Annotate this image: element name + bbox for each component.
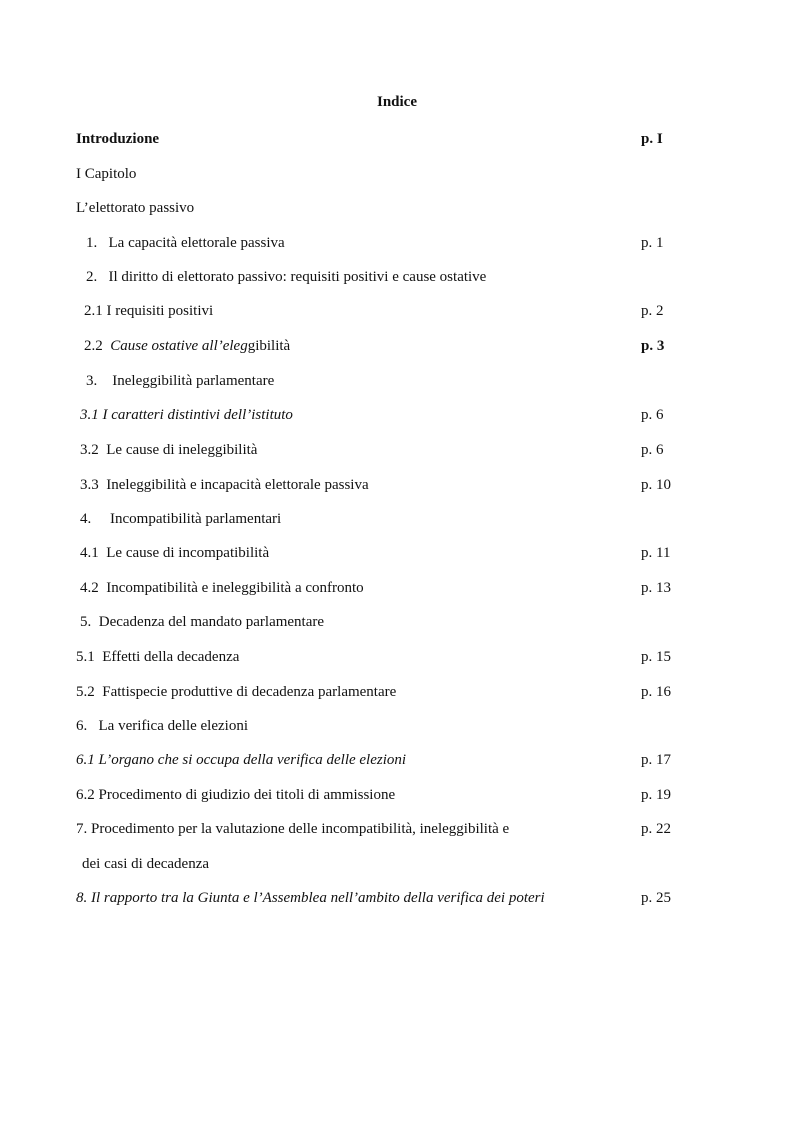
toc-entry-3	[0, 370, 794, 392]
toc-entry-introduzione	[0, 128, 794, 150]
toc-entry-text: 8. Il rapporto tra la Giunta e l’Assemblea nell’ambito della verifica dei poteri	[76, 890, 545, 906]
toc-entry-page: p. 25	[641, 890, 671, 906]
toc-entry-2-1	[0, 300, 794, 322]
toc-entry-text: 3. Ineleggibilità parlamentare	[86, 373, 275, 389]
toc-entry-4	[0, 508, 794, 530]
toc-entry-2	[0, 266, 794, 288]
toc-entry-page: p. 19	[641, 787, 671, 803]
toc-entry-7	[0, 818, 794, 840]
toc-entry-text: 7. Procedimento per la valutazione delle incompatibilità, ineleggibilità e	[76, 821, 510, 837]
toc-entry-page: p. 10	[641, 477, 671, 493]
toc-entry-4-1	[0, 542, 794, 564]
toc-entry-page: p. I	[641, 131, 663, 147]
toc-entry-3-3	[0, 474, 794, 496]
toc-entry-chapter-label	[0, 163, 794, 185]
toc-entry-text: I Capitolo	[76, 166, 137, 182]
toc-entry-text: 6.1 L’organo che si occupa della verifica delle elezioni	[76, 752, 407, 768]
toc-entry-text-group	[84, 335, 290, 357]
toc-entry-8	[0, 887, 794, 909]
toc-entry-chapter-title	[0, 197, 794, 219]
toc-entry-text: 1. La capacità elettorale passiva	[86, 235, 285, 251]
toc-entry-text: L’elettorato passivo	[76, 200, 195, 216]
toc-entry-text: dei casi di decadenza	[82, 856, 210, 872]
toc-entry-5-1	[0, 646, 794, 668]
toc-entry-page: p. 1	[641, 235, 664, 251]
toc-entry-6	[0, 715, 794, 737]
toc-entry-5-2	[0, 681, 794, 703]
toc-entry-3-2	[0, 439, 794, 461]
toc-entry-6-2	[0, 784, 794, 806]
toc-entry-6-1	[0, 749, 794, 771]
toc-entry-page: p. 16	[641, 684, 671, 700]
toc-entry-text: 2. Il diritto di elettorato passivo: requisiti positivi e cause ostative	[86, 269, 487, 285]
toc-entry-text: 4.2 Incompatibilità e ineleggibilità a confronto	[80, 580, 364, 596]
toc-entry-3-1	[0, 404, 794, 426]
toc-entry-text: Introduzione	[76, 131, 160, 147]
toc-entry-italic-part: Cause ostative all’eleg	[110, 338, 248, 354]
toc-entry-2-2	[0, 335, 794, 357]
toc-entry-text: 6. La verifica delle elezioni	[76, 718, 248, 734]
toc-entry-text: 4. Incompatibilità parlamentari	[80, 511, 282, 527]
toc-entry-text: 6.2 Procedimento di giudizio dei titoli di ammissione	[76, 787, 396, 803]
toc-entry-text: 4.1 Le cause di incompatibilità	[80, 545, 270, 561]
toc-entry-page: p. 15	[641, 649, 671, 665]
toc-entry-text: 3.3 Ineleggibilità e incapacità elettorale passiva	[80, 477, 369, 493]
toc-entry-page: p. 17	[641, 752, 671, 768]
toc-entry-text: 5.1 Effetti della decadenza	[76, 649, 240, 665]
toc-entry-text: 5. Decadenza del mandato parlamentare	[80, 614, 325, 630]
toc-entry-rest-part: gibilità	[247, 338, 291, 354]
toc-entry-page: p. 11	[641, 545, 671, 561]
toc-entry-4-2	[0, 577, 794, 599]
toc-entry-text: 3.2 Le cause di ineleggibilità	[80, 442, 258, 458]
toc-entry-number: 2.2	[84, 338, 103, 354]
toc-entry-1	[0, 232, 794, 254]
toc-entry-page: p. 3	[641, 338, 665, 354]
toc-entry-text: 2.1 I requisiti positivi	[84, 303, 214, 319]
toc-entry-5	[0, 611, 794, 633]
toc-entry-text: 3.1 I caratteri distintivi dell’istituto	[80, 407, 293, 423]
toc-entry-7-continuation	[0, 853, 794, 875]
toc-entry-page: p. 2	[641, 303, 664, 319]
toc-entry-page: p. 22	[641, 821, 671, 837]
toc-entry-page: p. 6	[641, 407, 664, 423]
toc-entry-text: 5.2 Fattispecie produttive di decadenza parlamentare	[76, 684, 397, 700]
toc-entry-page: p. 6	[641, 442, 664, 458]
toc-entry-page: p. 13	[641, 580, 671, 596]
page-title: Indice	[376, 94, 417, 110]
